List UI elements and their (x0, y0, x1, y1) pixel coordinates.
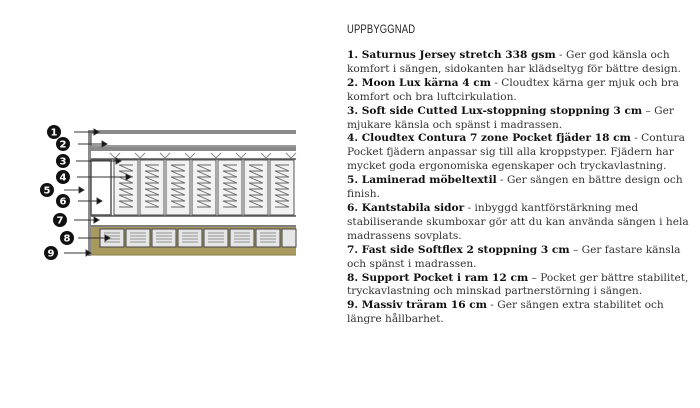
list-item (347, 132, 692, 174)
separator: - (486, 299, 498, 312)
label-badge-1 (47, 125, 61, 139)
svg-text:5: 5 (43, 185, 51, 197)
separator: - (630, 132, 642, 145)
item-description: Ger sängen en bättre design och finish. (347, 174, 683, 201)
separator: - (490, 76, 502, 89)
svg-text:7: 7 (56, 215, 64, 227)
separator: - (555, 49, 567, 61)
section-heading: UPPBYGGNAD (347, 24, 416, 36)
list-item (347, 272, 692, 300)
mattress-cross-section-diagram (30, 120, 310, 270)
item-title: 4. Cloudtex Contura 7 zone Pocket fjäder 18 cm (347, 132, 631, 145)
item-title: 3. Soft side Cutted Lux-stoppning stoppning 3 cm (347, 104, 643, 117)
item-title: 7. Fast side Softflex 2 stoppning 3 cm (347, 243, 570, 256)
item-description: Ger fastare känsla och spänst i madrassen. (347, 243, 681, 270)
list-item (347, 244, 692, 272)
item-description: Ger mjukare känsla och spänst i madrassen. (347, 104, 674, 131)
separator: - (496, 174, 507, 187)
separator: – (528, 271, 541, 284)
item-title: 5. Laminerad möbeltextil (347, 174, 497, 187)
item-description: inbyggd kantförstärkning med stabiliserande skumboxar gör att du kan använda sängen i hela madrassens sovplats. (347, 201, 689, 242)
list-item (347, 77, 692, 105)
item-title: 2. Moon Lux kärna 4 cm (347, 76, 491, 89)
label-badge-4 (56, 170, 70, 184)
label-badge-3 (56, 154, 70, 168)
svg-text:9: 9 (47, 248, 55, 260)
list-item (347, 174, 692, 202)
item-title: 8. Support Pocket i ram 12 cm (347, 271, 529, 284)
item-description: Contura Pocket fjädern anpassar sig till alla kroppstyper. Fjädern har mycket goda ergonomiska egenskaper och tryckavlastning. (347, 132, 685, 173)
item-title: 1. Saturnus Jersey stretch 338 gsm (347, 49, 556, 61)
description-panel (347, 24, 692, 327)
svg-text:8: 8 (63, 233, 71, 245)
item-description: Pocket ger bättre stabilitet, tryckavlastning och minskad partnerstörning i sängen. (347, 271, 689, 298)
label-badge-5 (40, 183, 54, 197)
item-description: Ger god känsla och komfort i sängen, sidokanten har klädseltyg för bättre design. (347, 49, 681, 75)
label-badge-8 (60, 231, 74, 245)
label-badge-7 (53, 213, 67, 227)
list-item (347, 299, 692, 327)
separator: – (569, 243, 582, 256)
separator: – (642, 104, 655, 117)
separator: - (464, 201, 475, 214)
label-badge-9 (44, 246, 58, 260)
list-item (347, 105, 692, 133)
svg-text:3: 3 (59, 156, 67, 168)
svg-text:6: 6 (59, 196, 67, 208)
item-title: 6. Kantstabila sidor (347, 201, 465, 214)
item-description: Ger sängen extra stabilitet och längre hållbarhet. (347, 299, 664, 326)
list-item (347, 202, 692, 244)
svg-text:1: 1 (50, 127, 58, 139)
label-badge-2 (56, 137, 70, 151)
label-badge-6 (56, 194, 70, 208)
item-title: 9. Massiv träram 16 cm (347, 299, 487, 312)
svg-text:2: 2 (59, 139, 67, 151)
item-description: Cloudtex kärna ger mjuk och bra komfort och bra luftcirkulation. (347, 76, 679, 103)
list-item (347, 49, 692, 77)
svg-text:4: 4 (59, 172, 67, 184)
